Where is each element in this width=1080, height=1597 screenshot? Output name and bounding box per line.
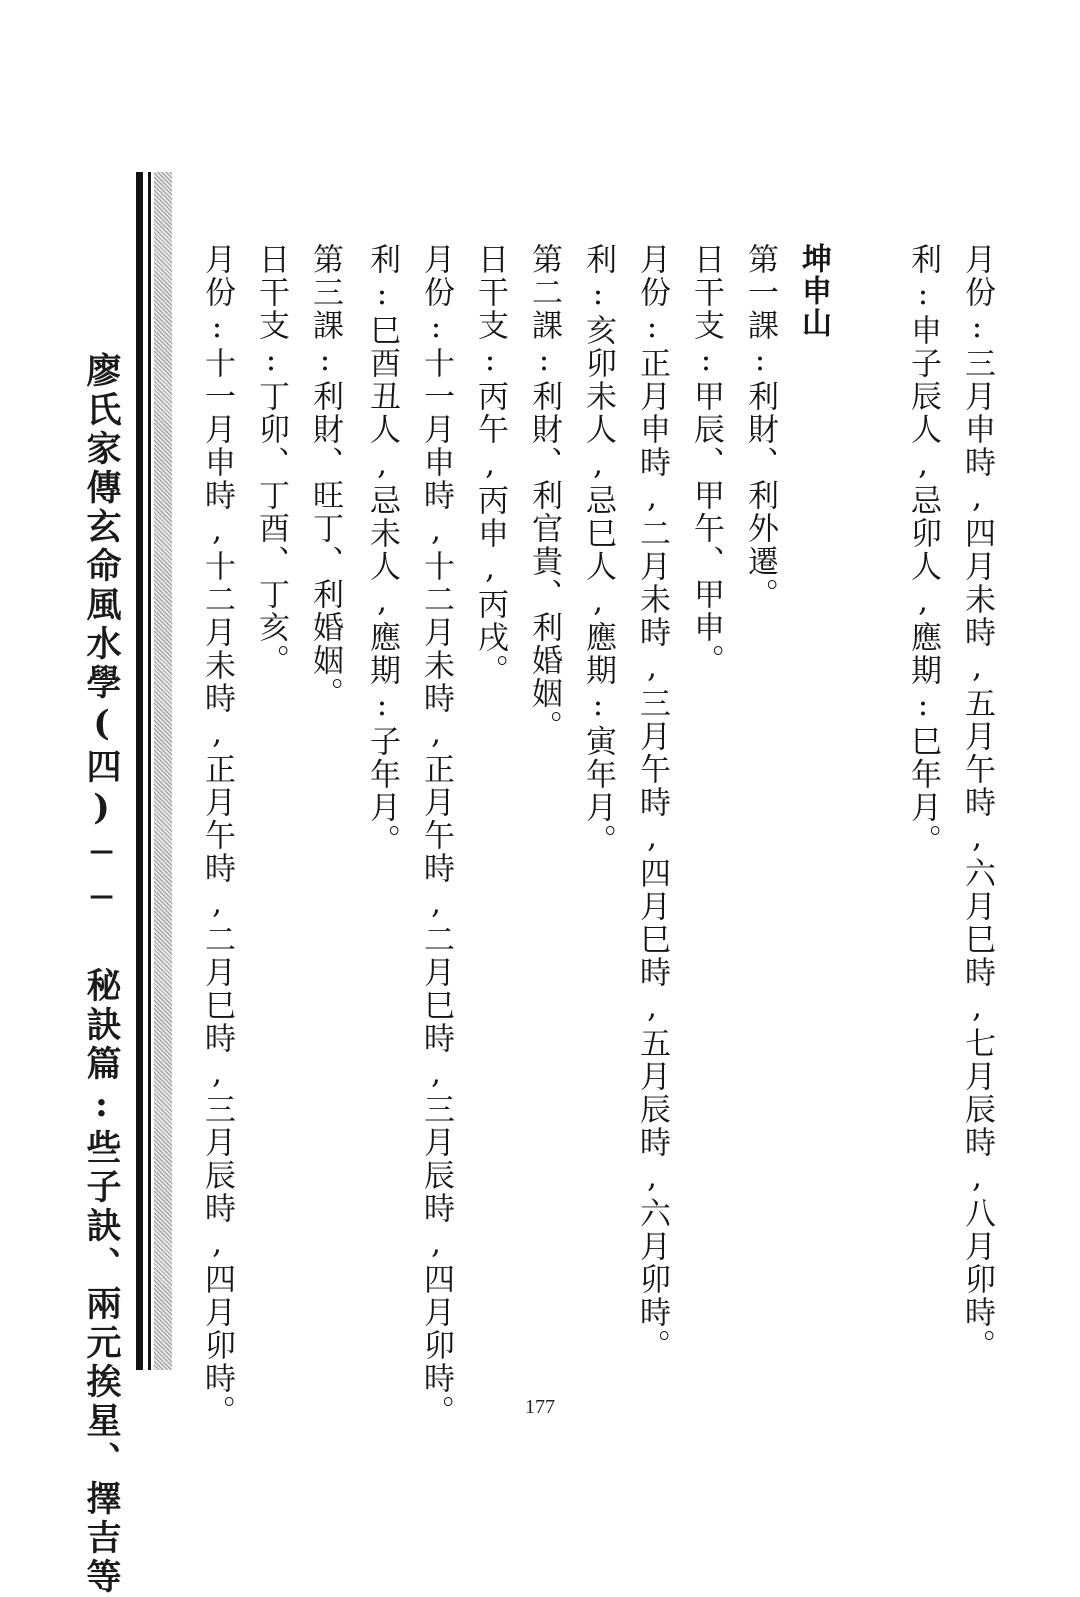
text-column: 第三課:利財、旺丁、利婚姻。	[307, 243, 343, 710]
running-title: 廖氏家傳玄命風水學(四)── 秘訣篇:些子訣、兩元挨星、擇吉等	[81, 352, 122, 1597]
text-column: 日干支:丙午,丙申,丙戌。	[472, 243, 508, 687]
text-column: 月份:十一月申時,十二月未時,正月午時,二月巳時,三月辰時,四月卯時。	[199, 243, 235, 1428]
side-rule-thick	[136, 172, 143, 1370]
text-column: 月份:正月申時,二月未時,三月午時,四月巳時,五月辰時,六月卯時。	[634, 243, 670, 1362]
text-column: 利:亥卯未人,忌巳人,應期:寅年月。	[580, 243, 616, 857]
section-heading: 坤申山	[796, 243, 831, 339]
text-column: 第二課:利財、利官貴、利婚姻。	[526, 243, 562, 743]
text-column: 月份:十一月申時,十二月未時,正月午時,二月巳時,三月辰時,四月卯時。	[418, 243, 454, 1428]
text-column: 日干支:甲辰、甲午、甲申。	[688, 243, 724, 677]
text-column: 第一課:利財、利外遷。	[742, 243, 778, 611]
side-rule-hatch	[154, 172, 172, 1370]
text-column: 利:申子辰人,忌卯人,應期:巳年月。	[905, 243, 941, 857]
text-column: 月份:三月申時,四月未時,五月午時,六月巳時,七月辰時,八月卯時。	[959, 243, 995, 1362]
text-column: 日干支:丁卯、丁酉、丁亥。	[253, 243, 289, 677]
side-rule-thin	[148, 172, 151, 1370]
page-number: 177	[525, 1396, 555, 1418]
text-column: 利:巳酉丑人,忌未人,應期:子年月。	[364, 243, 400, 857]
